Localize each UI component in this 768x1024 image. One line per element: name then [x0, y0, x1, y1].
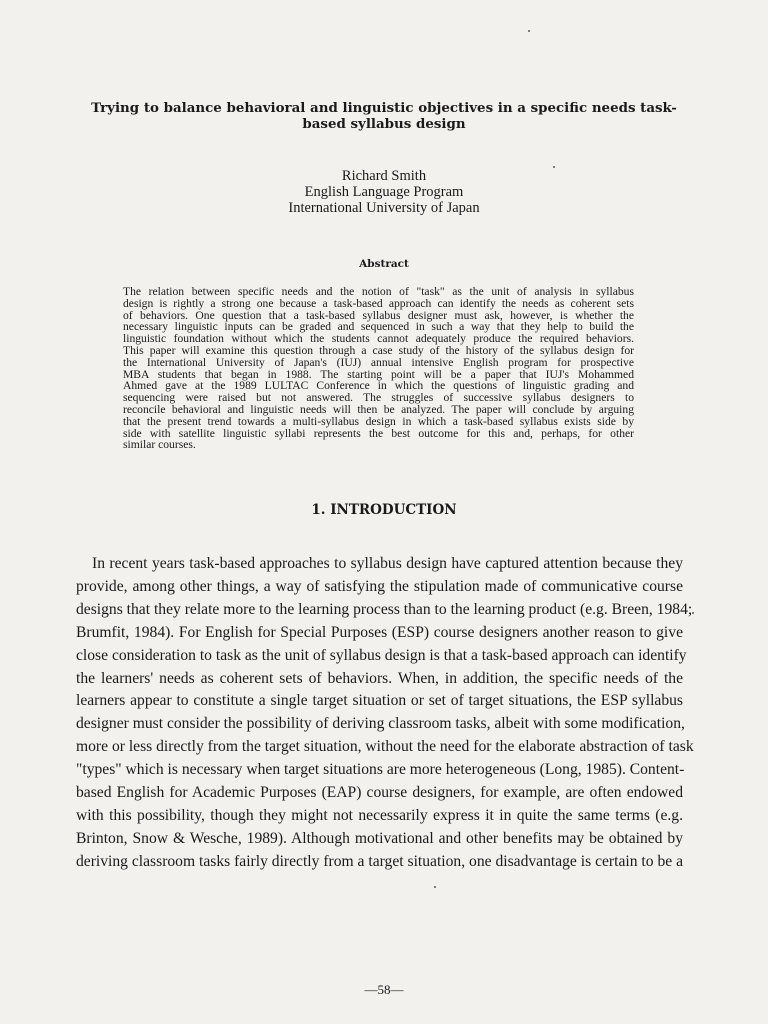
- abstract-line: Ahmed gave at the 1989 LULTAC Conference in which the questions of linguistic grading and: [123, 379, 634, 393]
- body-line: provide, among other things, a way of satisfying the stipulation made of communicative course: [76, 577, 683, 595]
- body-line: Brinton, Snow & Wesche, 1989). Although motivational and other benefits may be obtained by: [76, 829, 683, 847]
- body-line: close consideration to task as the unit of syllabus design is that a task-based approach can identify: [76, 646, 687, 664]
- author-program: English Language Program: [304, 184, 464, 200]
- abstract-line: reconcile behavioral and linguistic needs will then be analyzed. The paper will conclude by arguing: [123, 402, 634, 416]
- abstract-line: that the present trend towards a multi-syllabus design in which a task-based syllabus exists side by: [123, 414, 634, 428]
- body-line: with this possibility, though they might not necessarily express it in quite the same terms (e.g.: [76, 806, 683, 824]
- scan-speck: [434, 886, 436, 888]
- body-line: deriving classroom tasks fairly directly from a target situation, one disadvantage is certain to be a: [76, 852, 683, 870]
- body-line: In recent years task-based approaches to syllabus design have captured attention because they: [92, 555, 683, 572]
- author-name: Richard Smith: [341, 168, 427, 184]
- abstract-line: The relation between specific needs and the notion of "task" as the unit of analysis in syllabus: [123, 285, 634, 298]
- abstract-line: the International University of Japan's (IUJ) annual intensive English program for prospective: [123, 355, 634, 369]
- body-line: based English for Academic Purposes (EAP) course designers, for example, are often endowed: [76, 784, 683, 802]
- body-line: designer must consider the possibility of deriving classroom tasks, albeit with some modification,: [76, 715, 685, 733]
- scan-speck: [692, 612, 694, 614]
- abstract-line: MBA students that began in 1988. The starting point will be a paper that IUJ's Mohammed: [123, 367, 634, 381]
- body-line: "types" which is necessary when target situations are more heterogeneous (Long, 1985). Content-: [76, 761, 685, 779]
- abstract-line: side with satellite linguistic syllabi represents the best outcome for this and, perhaps, for other: [123, 426, 634, 440]
- scan-speck: [528, 30, 530, 32]
- abstract-line: This paper will examine this question through a case study of the history of the syllabus design for: [123, 343, 634, 357]
- abstract-heading: Abstract: [359, 258, 409, 270]
- abstract-line: similar courses.: [123, 438, 196, 452]
- page-number: —58—: [364, 982, 404, 997]
- body-line: the learners' needs as coherent sets of behaviors. When, in addition, the specific needs of the: [76, 669, 683, 687]
- abstract-line: design is rightly a strong one because a task-based approach can identify the needs as coherent sets: [123, 296, 634, 310]
- scan-speck: [553, 166, 555, 168]
- body-line: designs that they relate more to the learning process than to the learning product (e.g. Breen, 1984;: [76, 600, 693, 618]
- title-line-1: Trying to balance behavioral and linguistic objectives in a specific needs task-: [91, 100, 677, 116]
- title-line-2: based syllabus design: [302, 116, 466, 132]
- body-line: Brumfit, 1984). For English for Special Purposes (ESP) course designers another reason to give: [76, 623, 683, 641]
- introduction-body: [76, 553, 694, 874]
- author-block: [0, 168, 768, 216]
- paper-title: [70, 100, 698, 132]
- abstract-line: linguistic foundation without which the students cannot adequately produce the required behaviors.: [123, 332, 634, 346]
- abstract-line: sequencing were raised but not answered. The struggles of successive syllabus designers to: [123, 391, 634, 405]
- author-institution: International University of Japan: [288, 200, 480, 216]
- abstract-line: of behaviors. One question that a task-based syllabus designer must ask, however, is whether the: [123, 308, 634, 322]
- body-line: more or less directly from the target situation, without the need for the elaborate abstraction of task: [76, 738, 694, 756]
- section-heading: 1. INTRODUCTION: [311, 502, 457, 518]
- abstract-body: [123, 286, 634, 451]
- body-line: learners appear to constitute a single target situation or set of target situations, the ESP syllabus: [76, 692, 683, 710]
- abstract-line: necessary linguistic inputs can be graded and sequenced in such a way that they help to build the: [123, 320, 634, 334]
